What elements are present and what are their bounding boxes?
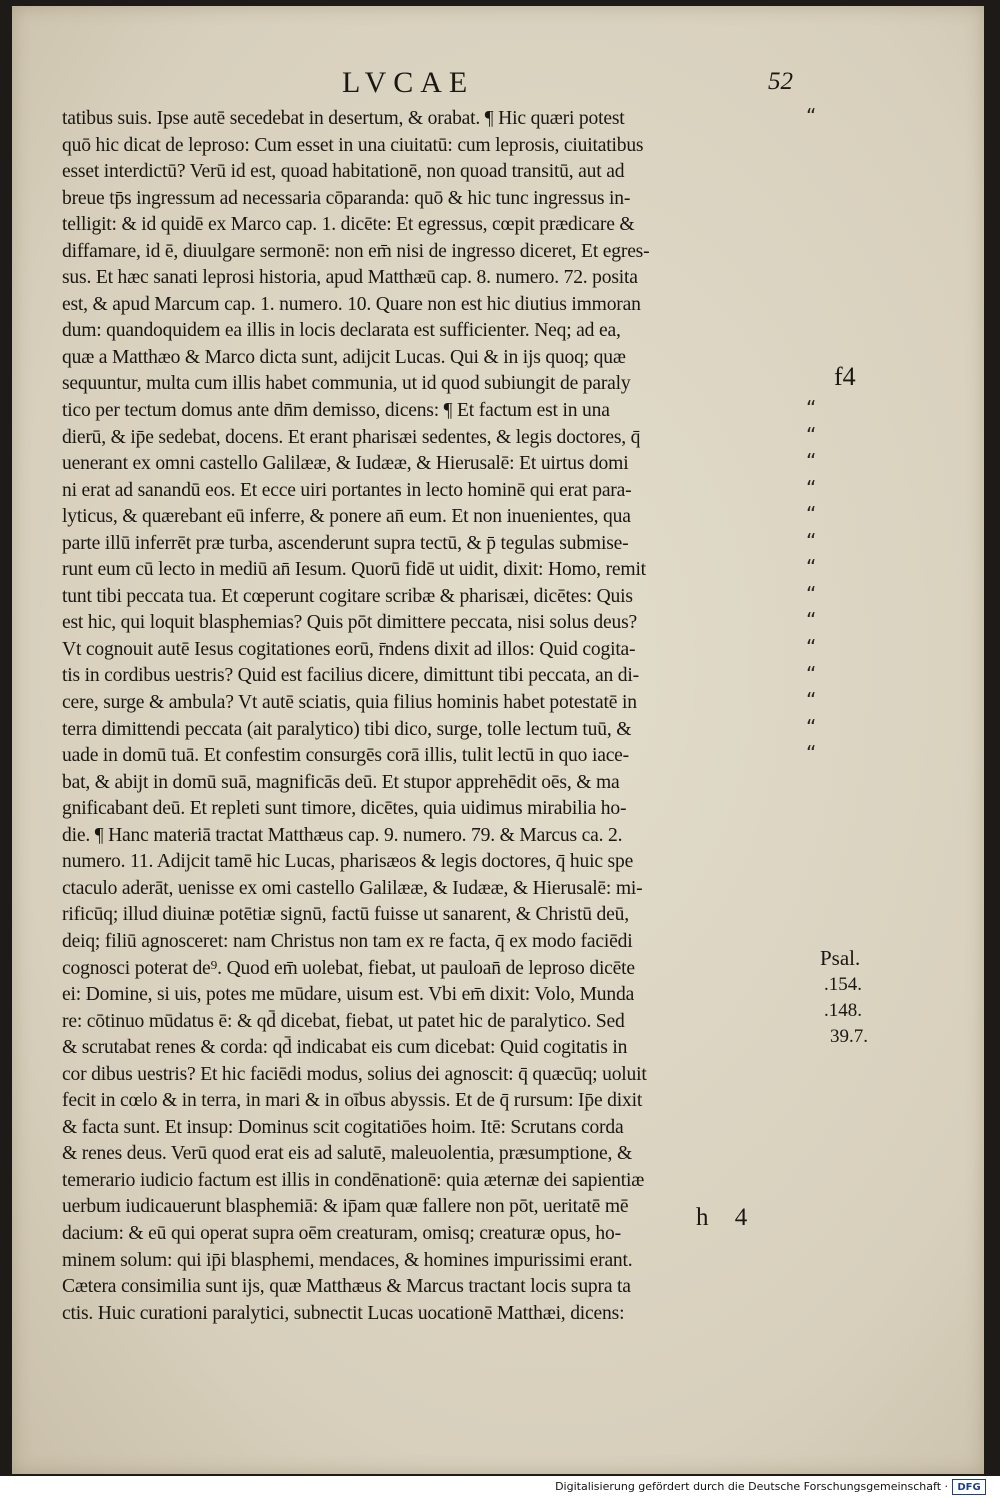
text-line: deiq; filiū agnosceret: nam Christus non tam ex re facta, q̄ ex modo faciēdi bbox=[62, 930, 633, 952]
text-line: terra dimittendi peccata (ait paralytico) tibi dico, surge, tolle lectum tuū, & bbox=[62, 718, 632, 740]
text-line: uerbum iudicauerunt blasphemiā: & ip̄am quæ fallere non pōt, ueritatē mē bbox=[62, 1196, 629, 1218]
text-line: sequuntur, multa cum illis habet communia, ut id quod subiungit de paraly bbox=[62, 373, 631, 395]
text-line: lyticus, & quærebant eū inferre, & ponere an̄ eum. Et non inuenientes, qua bbox=[62, 506, 631, 528]
margin-note-148: .148. bbox=[824, 1000, 862, 1021]
text-line: temerario iudicio factum est illis in condēnationē: quia æternæ dei sapientiæ bbox=[62, 1169, 645, 1191]
text-line: cor dibus uestris? Et hic faciēdi modus, solius dei agnoscit: q̄ quæcūq; uoluit bbox=[62, 1063, 647, 1085]
text-line: Vt cognouit autē Iesus cogitationes eorū, r̄ndens dixit ad illos: Quid cogita- bbox=[62, 638, 636, 660]
text-line: dacium: & eū qui operat supra oēm creaturam, omisq; creaturæ opus, ho- bbox=[62, 1222, 621, 1244]
quotation-mark: “ bbox=[806, 502, 817, 527]
text-line: uenerant ex omni castello Galilææ, & Iudææ, & Hierusalē: Et uirtus domi bbox=[62, 453, 629, 475]
quotation-mark: “ bbox=[806, 688, 817, 713]
footer-bar bbox=[0, 1476, 1000, 1499]
text-line: tico per tectum domus ante dn̄m demisso, dicens: ¶ Et factum est in una bbox=[62, 400, 610, 422]
text-line: tatibus suis. Ipse autē secedebat in desertum, & orabat. ¶ Hic quæri potest bbox=[62, 108, 625, 129]
margin-note-psal: Psal. bbox=[820, 946, 861, 970]
text-line: ctis. Huic curationi paralytici, subnectit Lucas uocationē Matthæi, dicens: bbox=[62, 1302, 625, 1324]
text-line: tunt tibi peccata tua. Et cœperunt cogitare scribæ & pharisæi, dicētes: Quis bbox=[62, 585, 633, 607]
margin-note-f4: f4 bbox=[834, 362, 856, 391]
quotation-mark: “ bbox=[806, 741, 817, 766]
text-line: est hic, qui loquit blasphemias? Quis pōt dimittere peccata, nisi solus deus? bbox=[62, 612, 638, 634]
text-line: & scrutabat renes & corda: qd̄ indicabat eis cum dicebat: Quid cogitatis in bbox=[62, 1037, 628, 1059]
quotation-mark: “ bbox=[806, 475, 817, 500]
text-line: minem solum: qui ip̄i blasphemi, mendaces, & homines impurissimi erant. bbox=[62, 1249, 633, 1271]
text-line: cognosci poterat de⁹. Quod em̄ uolebat, fiebat, ut pauloan̄ de leproso dicēte bbox=[62, 957, 635, 979]
text-line: cere, surge & ambula? Vt autē sciatis, quia filius hominis habet potestatē in bbox=[62, 692, 637, 714]
text-line: telligit: & id quidē ex Marco cap. 1. dicēte: Et egressus, cœpit prædicare & bbox=[62, 214, 635, 236]
text-line: quæ a Matthæo & Marco dicta sunt, adijcit Lucas. Qui & in ijs quoq; quæ bbox=[62, 346, 626, 368]
text-line: parte illū inferrēt præ turba, ascenderunt supra tectū, & p̄ tegulas submise- bbox=[62, 532, 629, 554]
text-line: ctaculo aderāt, uenisse ex omi castello Galilææ, & Iudææ, & Hierusalē: mi- bbox=[62, 877, 643, 899]
text-line: bat, & abijt in domū suā, magnificās deū. Et stupor apprehēdit oēs, & ma bbox=[62, 771, 620, 793]
quotation-mark: “ bbox=[806, 661, 817, 686]
text-line: die. ¶ Hanc materiā tractat Matthæus cap. 9. numero. 79. & Marcus ca. 2. bbox=[62, 824, 623, 846]
quotation-mark: “ bbox=[806, 581, 817, 606]
text-line: breue tp̄s ingressum ad necessaria cōparanda: quō & hic tunc ingressus in- bbox=[62, 187, 631, 209]
text-line: & renes deus. Verū quod erat eis ad salutē, maleuolentia, præsumptione, & bbox=[62, 1143, 632, 1165]
margin-note-39-7: 39.7. bbox=[830, 1026, 868, 1047]
margin-note-154: .154. bbox=[824, 974, 862, 995]
quotation-mark: “ bbox=[806, 555, 817, 580]
text-line: dum: quandoquidem ea illis in locis declarata est sufficienter. Neq; ad ea, bbox=[62, 320, 621, 342]
text-line: ei: Domine, si uis, potes me mūdare, uisum est. Vbi em̄ dixit: Volo, Munda bbox=[62, 984, 635, 1006]
text-line: sus. Et hæc sanati leprosi historia, apud Matthæū cap. 8. numero. 72. posita bbox=[62, 267, 638, 289]
quotation-mark: “ bbox=[806, 396, 817, 421]
text-line: rificūq; illud diuinæ potētiæ signū, factū fuisse ut sanarent, & Christū deū, bbox=[62, 904, 629, 926]
quotation-mark: “ bbox=[806, 608, 817, 633]
quotation-mark: “ bbox=[806, 528, 817, 553]
text-line: & facta sunt. Et insup: Dominus scit cogitatiōes hoim. Itē: Scrutans corda bbox=[62, 1116, 624, 1138]
quotation-mark: “ bbox=[806, 422, 817, 447]
text-line: dierū, & ip̄e sedebat, docens. Et erant pharisæi sedentes, & legis doctores, q̄ bbox=[62, 426, 641, 448]
text-line: runt eum cū lecto in mediū an̄ Iesum. Quorū fidē ut uidit, dixit: Homo, remit bbox=[62, 559, 646, 581]
text-line: re: cōtinuo mūdatus ē: & qd̄ dicebat, fiebat, ut patet hic de paralytico. Sed bbox=[62, 1010, 625, 1032]
text-line: gnificabant deū. Et repleti sunt timore, dicētes, quia uidimus mirabilia ho- bbox=[62, 798, 627, 820]
text-line: diffamare, id ē, diuulgare sermonē: non em̄ nisi de ingresso diceret, Et egres- bbox=[62, 240, 650, 262]
text-line: esset interdictū? Verū id est, quoad habitationē, non quoad transitū, aut ad bbox=[62, 161, 625, 183]
signature-mark: h 4 bbox=[696, 1204, 758, 1231]
quotation-mark: “ bbox=[806, 635, 817, 659]
text-line: ni erat ad sanandū eos. Et ecce uiri portantes in lecto hominē qui erat para- bbox=[62, 479, 632, 501]
page-title: LVCAE bbox=[342, 66, 475, 99]
text-line: quō hic dicat de leproso: Cum esset in una ciuitatū: cum leprosis, ciuitatibus bbox=[62, 134, 644, 156]
text-line: fecit in cœlo & in terra, in mari & in oībus abyssis. Et de q̄ rursum: Ip̄e dixit bbox=[62, 1090, 643, 1112]
folio-number: 52 bbox=[768, 68, 793, 95]
footer-text: Digitalisierung gefördert durch die Deutsche Forschungsgemeinschaft · bbox=[555, 1480, 948, 1493]
dfg-logo: DFG bbox=[952, 1479, 986, 1495]
text-line: numero. 11. Adijcit tamē hic Lucas, pharisæos & legis doctores, q̄ huic spe bbox=[62, 851, 634, 873]
quotation-mark: “ bbox=[806, 714, 817, 739]
quotation-mark: “ bbox=[806, 104, 817, 128]
running-head bbox=[12, 66, 984, 106]
text-line: est, & apud Marcum cap. 1. numero. 10. Quare non est hic diutius immoran bbox=[62, 293, 641, 315]
text-line: Cætera consimilia sunt ijs, quæ Matthæus & Marcus tractant locis supra ta bbox=[62, 1276, 631, 1298]
text-line: uade in domū tuā. Et confestim consurgēs corā illis, tulit lectū in quo iace- bbox=[62, 745, 630, 767]
book-page bbox=[12, 6, 984, 1474]
main-text-block bbox=[62, 106, 822, 1327]
text-line: tis in cordibus uestris? Quid est facilius dicere, dimittunt tibi peccata, an di- bbox=[62, 665, 639, 687]
quotation-mark: “ bbox=[806, 449, 817, 474]
